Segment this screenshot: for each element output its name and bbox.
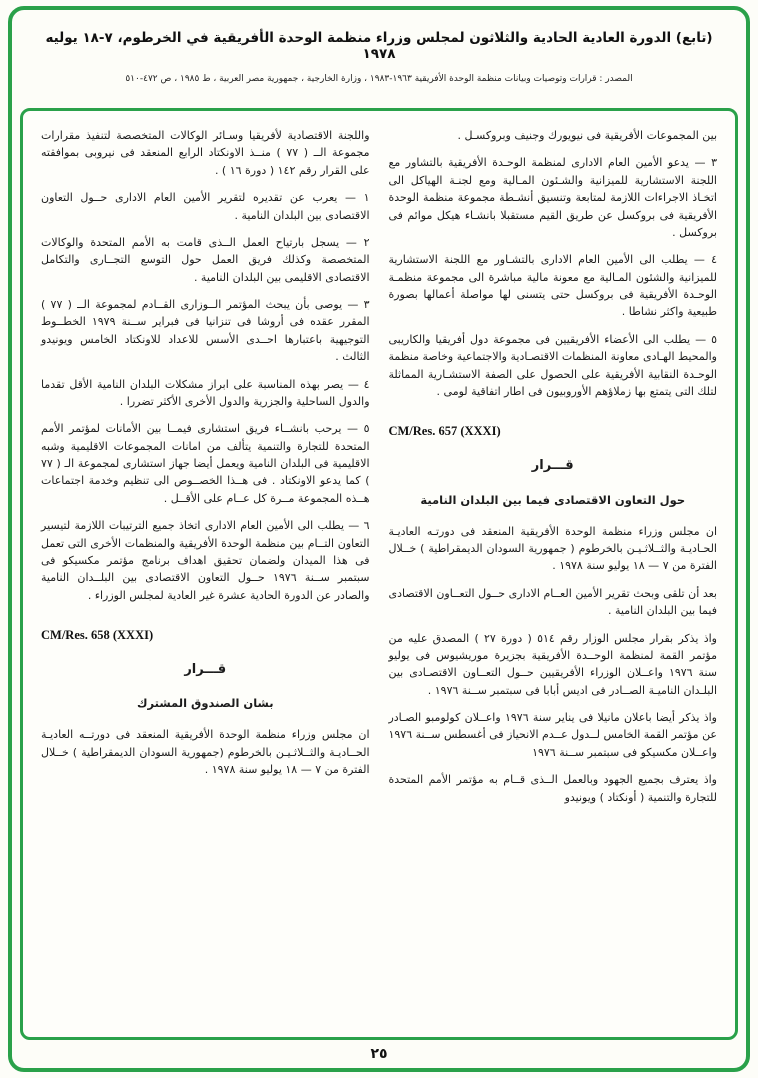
column-right bbox=[388, 127, 717, 1027]
page-number: ٢٥ bbox=[370, 1046, 388, 1062]
resolution-subject: حول التعاون الاقتصادى فيما بين البلدان النامية bbox=[420, 492, 686, 507]
text-paragraph: ان مجلس وزراء منظمة الوحدة الأفريقية المنعقد فى دورتـه العاديـة الحـاديـة والثــلاثـيـن بالخرطوم ( جمهورية السودان الديمقراطية ) خــلال الفترة من ٧ — ١٨ يوليو سنة ١٩٧٨ . bbox=[388, 524, 717, 573]
document-header bbox=[30, 30, 728, 84]
column-left bbox=[41, 127, 370, 1027]
resolution-title: قـــرار bbox=[531, 458, 574, 473]
text-paragraph: ٤ — يصر بهذه المناسبة على ابراز مشكلات البلدان النامية الأقل تقدما والدول الساحلية والجزرية والدول الأخرى الأكثر تضررا . bbox=[41, 377, 370, 408]
text-paragraph: ١ — يعرب عن تقديره لتقرير الأمين العام الادارى حــول التعاون الاقتصادى بين البلدان النامية . bbox=[41, 191, 370, 222]
text-paragraph: ٦ — يطلب الى الأمين العام الادارى اتخاذ جميع الترتيبات اللازمة لتيسير التعاون التــام بين منظمة الوحدة الأفريقية والمنظمات الأخرى التى تعمل فى هذا الميدان ولضمان تحقيق اهداف برنامج مؤتمر مكسيكو فى سبتمبر ســنة ١٩٧٦ حــول التعاون الاقتصادى بين البلــدان النامية والصادر عن الدورة الحادية عشرة غير العادية لمجلس الوزراء . bbox=[41, 519, 370, 602]
text-paragraph: ٥ — يطلب الى الأعضاء الأفريقيين فى مجموعة دول أفريقيا والكاريبى والمحيط الهـادى معاونة المنظمات الاقتصـادية والاجتماعية وخاصة منظمة الوحـدة النقابية الأفريقية على الحصول على الصفة الاستشـارية المماثلة لتلك التى يتمتع بها زملاؤهم الأوروبيون فى اطار اتفاقية لومى . bbox=[388, 332, 717, 398]
text-paragraph: واذ يذكر أيضا باعلان مانيلا فى يناير سنة ١٩٧٦ واعــلان كولومبو الصـادر عن مؤتمر القمة الخامس لــدول عــدم الانحياز فى أغسطس ســنة ١٩٧٦ واعــلان مكسيكو فى سبتمبر ســنة ١٩٧٦ bbox=[388, 711, 717, 759]
resolution-code: CM/Res. 658 (XXXI) bbox=[41, 628, 154, 642]
resolution-subject: بشان الصندوق المشترك bbox=[136, 696, 274, 711]
text-paragraph: ٣ — يوصى بأن يبحث المؤتمر الــوزارى القــادم لمجموعة الــ ( ٧٧ ) المقرر عقده فى أروشا فى تنزانيا فى فبراير ســنة ١٩٧٩ الخطــوط التوجيهية باعتبارها احــدى الأسس للاعداد للاونكتاد الخامس ويونيدو الثالث . bbox=[41, 298, 370, 364]
text-paragraph: بين المجموعات الأفريقية فى نيويورك وجنيف وبروكسـل . bbox=[457, 129, 717, 142]
text-paragraph: ان مجلس وزراء منظمة الوحدة الأفريقية المنعقد فى دورتــه العاديـة الحــاديـة والثــلاثـيـن بالخرطوم (جمهورية السودان الديمقراطية ) خــلال الفترة من ٧ — ١٨ يوليو سنة ١٩٧٨ . bbox=[41, 728, 370, 777]
text-paragraph: واللجنة الاقتصادية لأفريقيا وسـائر الوكالات المتخصصة لتنفيذ مقرارات مجموعة الــ ( ٧٧ ) منــذ الاونكتاد الرابع المنعقد فى نيروبى بموافقته على القرار رقم ١٤٢ ( دورة ١٦ ) . bbox=[41, 129, 370, 177]
text-paragraph: واذ يذكر بقرار مجلس الوزار رقم ٥١٤ ( دورة ٢٧ ) المصدق عليه من مؤتمر القمة لمنظمة الوحــدة الأفريقية بجزيرة موريشيوس فى يوليو سنة ١٩٧٦ واعــلان الوزراء الأفريقيين حــول التعــاون الاقتصـادى بين البلـدان الناميـة الصــادر فى اديس أبابا فى سبتمبر ســنة ١٩٧٦ . bbox=[388, 631, 717, 697]
text-paragraph: ٢ — يسجل بارتياح العمل الــذى قامت به الأمم المتحدة والوكالات المتخصصة وكذلك فريق العمل حول التوسع التجــارى والتكامل الاقتصادى الاقليمى بين البلدان النامية . bbox=[41, 235, 370, 284]
text-paragraph: ٣ — يدعو الأمين العام الادارى لمنظمة الوحـدة الأفريقية بالتشاور مع اللجنة الاستشارية للميزانية والشـئون المـالية ومع لجنـة الهياكل الى اتخـاذ الاجراءات اللازمة لمتابعة وتنسيق أنشـطة مجموعة منظمة الوحدة الأفريقية فى بروكسل عن طريق القيم مستقبلا بانشـاء هيكل موائم فى بروكسل . bbox=[388, 156, 717, 239]
text-paragraph: ٥ — يرحب بانشــاء فريق استشارى فيمــا بين الأمانات لمؤتمر الأمم المتحدة للتجارة والتنمية يتألف من امانات المجموعات الاقليمية وشبه الاقليمية فى البلدان النامية ويعمل أيضا جهاز استشارى لمجموعة الـ ( ٧٧ ) كما يدعو الاونكتاد . فى هــذا الخصــوص الى تنظيم وخدمة اجتماعات هــذه المجموعة مــرة كل عــام على الأقــل . bbox=[41, 422, 370, 505]
text-paragraph: واذ يعترف بجميع الجهود وبالعمل الــذى قــام به مؤتمر الأمم المتحدة للتجارة والتنمية ( أونكتاد ) ويونيدو bbox=[388, 773, 717, 804]
document-title: (تابع) الدورة العادية الحادية والثلاثون لمجلس وزراء منظمة الوحدة الأفريقية في الخرطوم، ٧-١٨ يوليه ١٩٧٨ bbox=[45, 30, 713, 62]
text-paragraph: ٤ — يطلب الى الأمين العام الادارى بالتشـاور مع اللجنة الاستشارية للميزانية والشئون المـالية مع معونة مالية مباشرة الى مجموعة منظمـة الوحـدة الأفريقية فى بروكسل حتى يتسنى لها مواصلة أعمالها بصورة طبيعية واكثر نشاطا . bbox=[388, 253, 717, 319]
content-box bbox=[20, 108, 738, 1040]
resolution-title: قـــرار bbox=[184, 661, 227, 677]
text-paragraph: بعد أن تلقى وبحث تقرير الأمين العــام الادارى حــول التعــاون الاقتصادى فيما بين البلدان النامية . bbox=[388, 586, 717, 618]
resolution-code: CM/Res. 657 (XXXI) bbox=[388, 424, 501, 439]
document-source: المصدر : قرارات وتوصيات وبيانات منظمة الوحدة الأفريقية ١٩٦٣-١٩٨٣ ، وزارة الخارجية ، جمهورية مصر العربية ، ط ١٩٨٥ ، ص ٤٧٢-٥١٠ bbox=[125, 74, 633, 84]
